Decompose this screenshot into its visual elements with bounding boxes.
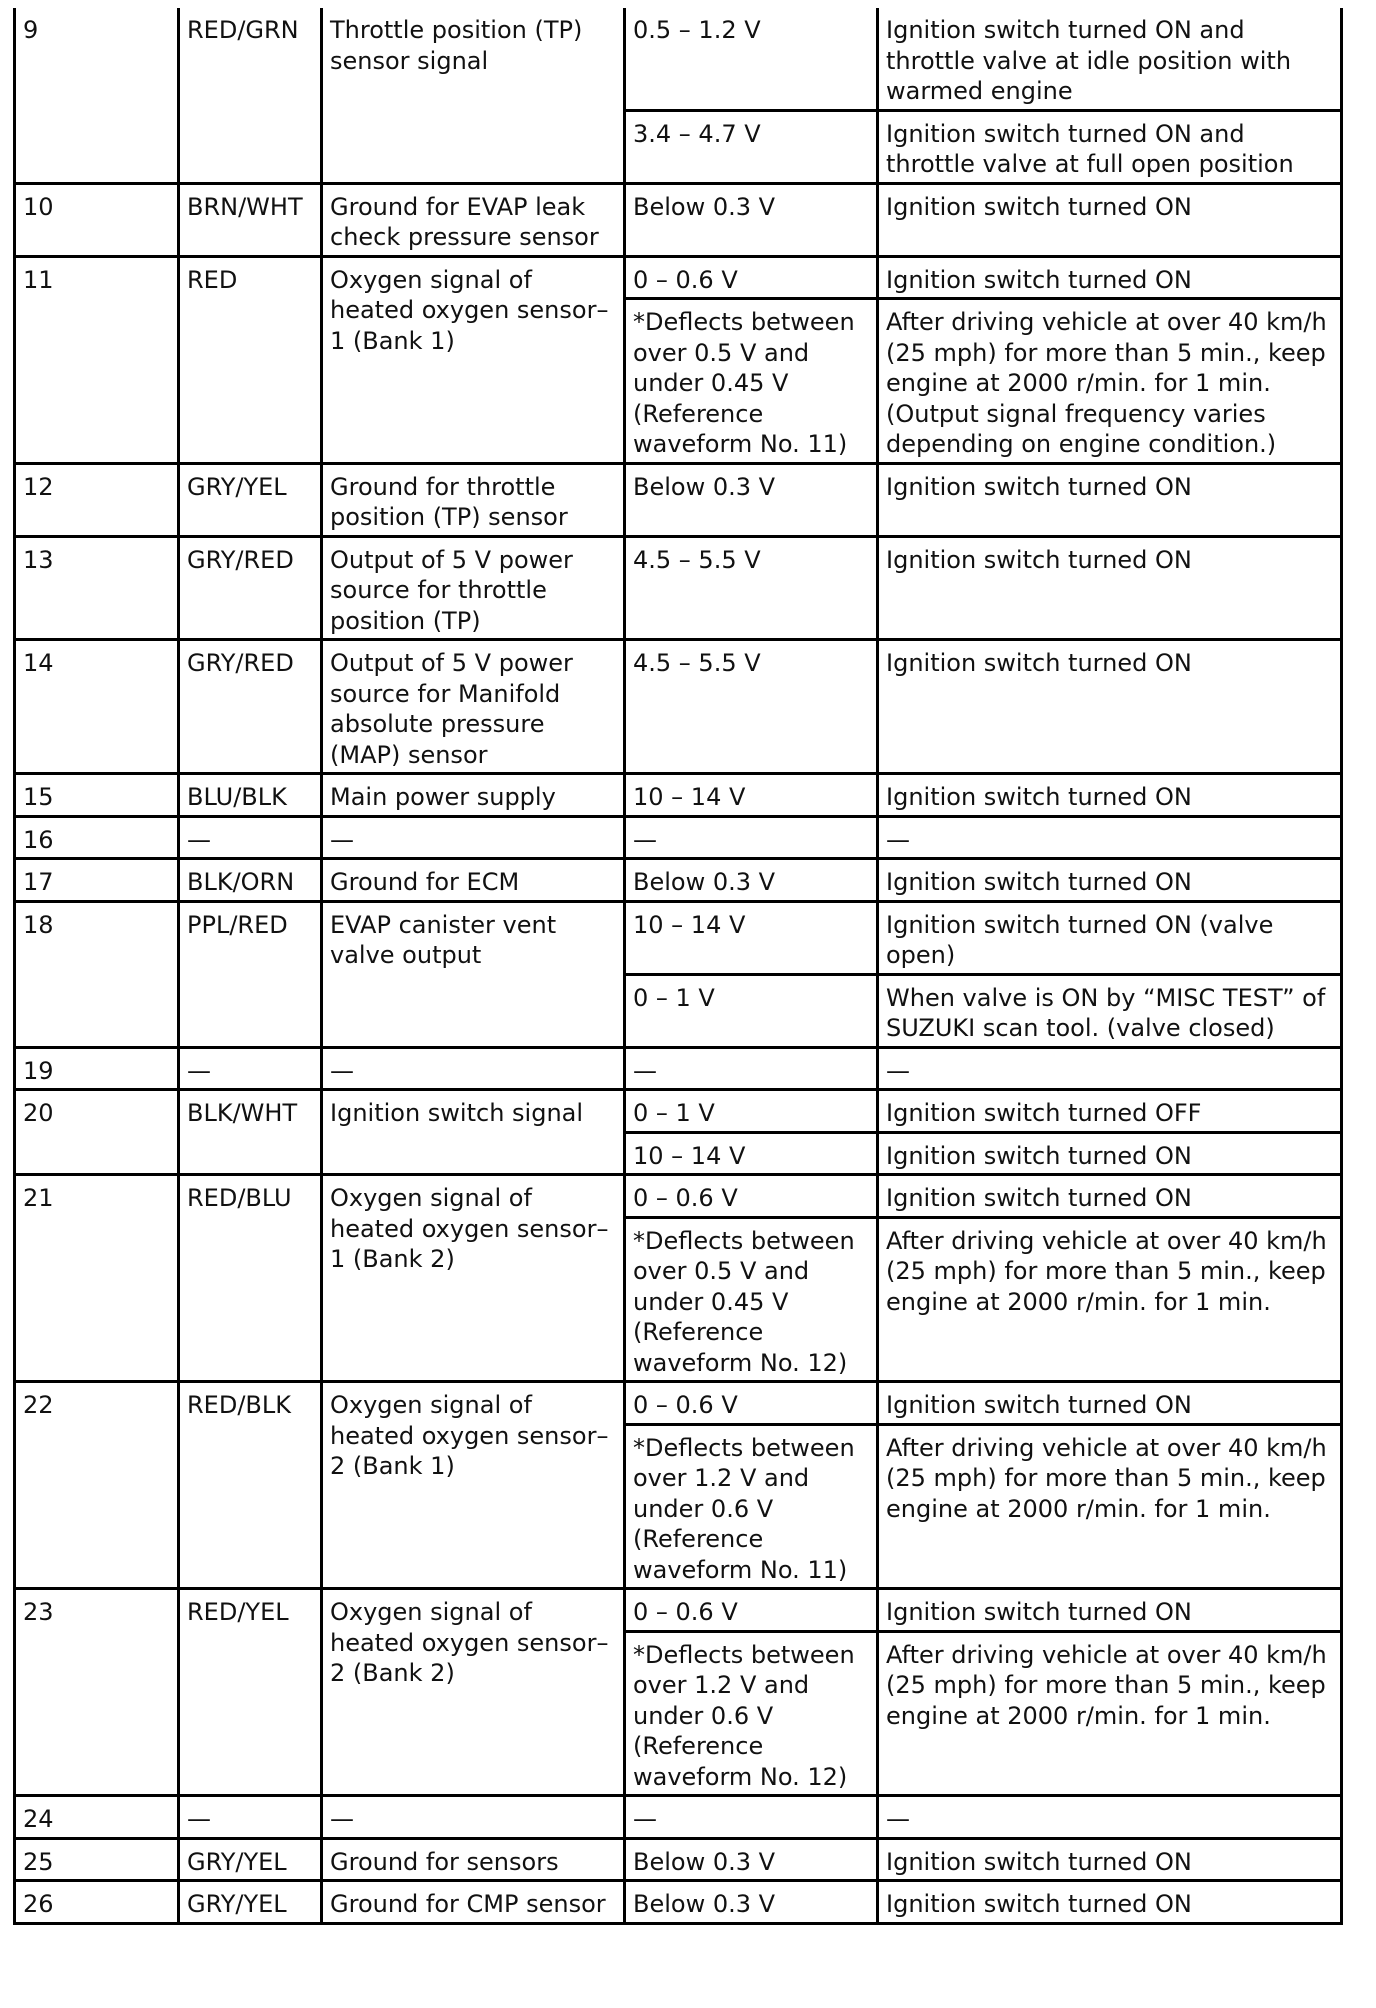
- condition-cell: [878, 1047, 1342, 1090]
- table-row: [15, 859, 1342, 902]
- circuit-name-cell-text: —: [330, 825, 354, 854]
- normal-voltage-cell: [625, 110, 878, 183]
- normal-voltage-cell: [625, 1132, 878, 1175]
- terminal-number-cell-text: 19: [23, 1056, 54, 1085]
- condition-cell: [878, 1175, 1342, 1218]
- table-row: [15, 183, 1342, 256]
- wire-color-cell-text: RED: [187, 265, 238, 294]
- condition-cell: [878, 1631, 1342, 1796]
- normal-voltage-cell: [625, 901, 878, 974]
- condition-cell-text: After driving vehicle at over 40 km/h (25 mph) for more than 5 min., keep engine at 2000 r/min. for 1 min.: [886, 1640, 1327, 1730]
- table-row: [15, 816, 1342, 859]
- normal-voltage-cell: [625, 536, 878, 640]
- circuit-name-cell-text: Throttle position (TP) sensor signal: [330, 16, 583, 75]
- condition-cell-text: Ignition switch turned ON: [886, 1847, 1192, 1876]
- normal-voltage-cell: [625, 640, 878, 774]
- circuit-name-cell-text: Ground for CMP sensor: [330, 1890, 606, 1918]
- condition-cell: [878, 901, 1342, 974]
- normal-voltage-cell: [625, 183, 878, 256]
- terminal-number-cell-text: 24: [23, 1805, 54, 1833]
- condition-cell-text: Ignition switch turned ON: [886, 783, 1192, 811]
- terminal-number-cell-text: 26: [23, 1890, 54, 1918]
- condition-cell: [878, 1881, 1342, 1924]
- wire-color-cell: [179, 1090, 322, 1175]
- condition-cell: [878, 299, 1342, 464]
- condition-cell-text: Ignition switch turned ON (valve open): [886, 910, 1274, 969]
- wire-color-cell: [179, 183, 322, 256]
- condition-cell-text: —: [886, 1056, 910, 1085]
- wire-color-cell-text: GRY/YEL: [187, 1847, 287, 1876]
- wire-color-cell: [179, 774, 322, 817]
- terminal-number-cell: [15, 1382, 179, 1589]
- circuit-name-cell-text: Oxygen signal of heated oxygen sensor–2 (Bank 1): [330, 1391, 609, 1480]
- wire-color-cell: [179, 640, 322, 774]
- normal-voltage-cell: [625, 974, 878, 1047]
- wire-color-cell: [179, 1382, 322, 1589]
- circuit-name-cell-text: Ground for sensors: [330, 1847, 559, 1876]
- normal-voltage-cell-text: *Deflects between over 1.2 V and under 0.6 V (Reference waveform No. 12): [633, 1640, 855, 1791]
- normal-voltage-cell-text: 0 – 0.6 V: [633, 1184, 738, 1212]
- table-body: [15, 8, 1342, 1923]
- wire-color-cell-text: GRY/YEL: [187, 472, 287, 501]
- ecm-terminal-table: [13, 8, 1343, 1925]
- table-row: [15, 8, 1342, 110]
- terminal-number-cell-text: 16: [23, 825, 54, 854]
- normal-voltage-cell-text: 0 – 1 V: [633, 1099, 715, 1127]
- wire-color-cell: [179, 1175, 322, 1382]
- condition-cell: [878, 1838, 1342, 1881]
- terminal-number-cell: [15, 463, 179, 536]
- condition-cell-text: Ignition switch turned ON: [886, 1141, 1192, 1170]
- terminal-number-cell: [15, 1175, 179, 1382]
- normal-voltage-cell-text: Below 0.3 V: [633, 1890, 776, 1918]
- condition-cell: [878, 1132, 1342, 1175]
- normal-voltage-cell: [625, 1796, 878, 1839]
- normal-voltage-cell-text: Below 0.3 V: [633, 472, 776, 501]
- normal-voltage-cell-text: *Deflects between over 0.5 V and under 0.45 V (Reference waveform No. 12): [633, 1226, 855, 1377]
- condition-cell: [878, 536, 1342, 640]
- normal-voltage-cell: [625, 1424, 878, 1589]
- wire-color-cell-text: BLU/BLK: [187, 783, 287, 811]
- normal-voltage-cell: [625, 1175, 878, 1218]
- condition-cell: [878, 774, 1342, 817]
- wire-color-cell-text: RED/YEL: [187, 1598, 289, 1626]
- normal-voltage-cell-text: Below 0.3 V: [633, 1847, 776, 1876]
- condition-cell-text: —: [886, 825, 910, 854]
- terminal-number-cell: [15, 536, 179, 640]
- condition-cell-text: Ignition switch turned ON: [886, 1184, 1192, 1212]
- normal-voltage-cell-text: 10 – 14 V: [633, 910, 746, 939]
- terminal-number-cell: [15, 774, 179, 817]
- circuit-name-cell-text: EVAP canister vent valve output: [330, 910, 557, 969]
- table-row: [15, 901, 1342, 974]
- normal-voltage-cell: [625, 1090, 878, 1133]
- terminal-number-cell: [15, 1838, 179, 1881]
- wire-color-cell-text: PPL/RED: [187, 910, 288, 939]
- circuit-name-cell-text: Oxygen signal of heated oxygen sensor–1 (Bank 1): [330, 265, 609, 355]
- normal-voltage-cell: [625, 1881, 878, 1924]
- circuit-name-cell: [322, 536, 625, 640]
- circuit-name-cell: [322, 183, 625, 256]
- table-row: [15, 1090, 1342, 1133]
- condition-cell-text: After driving vehicle at over 40 km/h (25 mph) for more than 5 min., keep engine at 2000 r/min. for 1 min.: [886, 1226, 1327, 1316]
- wire-color-cell: [179, 1838, 322, 1881]
- terminal-number-cell: [15, 1090, 179, 1175]
- terminal-number-cell: [15, 816, 179, 859]
- circuit-name-cell: [322, 1881, 625, 1924]
- circuit-name-cell: [322, 816, 625, 859]
- wire-color-cell: [179, 1047, 322, 1090]
- terminal-number-cell: [15, 859, 179, 902]
- terminal-number-cell-text: 12: [23, 472, 54, 501]
- table-row: [15, 640, 1342, 774]
- normal-voltage-cell-text: —: [633, 1805, 657, 1833]
- table-row: [15, 1047, 1342, 1090]
- normal-voltage-cell-text: 10 – 14 V: [633, 783, 746, 811]
- circuit-name-cell: [322, 1175, 625, 1382]
- circuit-name-cell: [322, 640, 625, 774]
- wire-color-cell-text: —: [187, 1056, 211, 1085]
- circuit-name-cell: [322, 1090, 625, 1175]
- condition-cell: [878, 1090, 1342, 1133]
- condition-cell-text: Ignition switch turned ON: [886, 192, 1192, 221]
- normal-voltage-cell: [625, 1838, 878, 1881]
- condition-cell: [878, 110, 1342, 183]
- normal-voltage-cell-text: 0.5 – 1.2 V: [633, 16, 761, 44]
- wire-color-cell: [179, 816, 322, 859]
- terminal-number-cell: [15, 183, 179, 256]
- circuit-name-cell: [322, 1589, 625, 1796]
- normal-voltage-cell: [625, 1217, 878, 1382]
- circuit-name-cell: [322, 859, 625, 902]
- wire-color-cell-text: BRN/WHT: [187, 192, 303, 221]
- wire-color-cell-text: RED/BLU: [187, 1184, 292, 1212]
- wire-color-cell-text: GRY/RED: [187, 649, 294, 677]
- terminal-number-cell-text: 17: [23, 868, 54, 896]
- circuit-name-cell-text: Ground for EVAP leak check pressure sensor: [330, 192, 599, 251]
- wire-color-cell: [179, 256, 322, 463]
- wire-color-cell-text: BLK/ORN: [187, 868, 295, 896]
- circuit-name-cell-text: Main power supply: [330, 783, 556, 811]
- normal-voltage-cell: [625, 463, 878, 536]
- condition-cell: [878, 1424, 1342, 1589]
- condition-cell-text: After driving vehicle at over 40 km/h (25 mph) for more than 5 min., keep engine at 2000 r/min. for 1 min.: [886, 1433, 1327, 1523]
- wire-color-cell: [179, 1796, 322, 1839]
- circuit-name-cell: [322, 1047, 625, 1090]
- condition-cell: [878, 183, 1342, 256]
- circuit-name-cell-text: —: [330, 1805, 354, 1833]
- circuit-name-cell: [322, 1382, 625, 1589]
- circuit-name-cell: [322, 463, 625, 536]
- circuit-name-cell-text: Ground for ECM: [330, 868, 520, 896]
- condition-cell: [878, 974, 1342, 1047]
- normal-voltage-cell-text: 4.5 – 5.5 V: [633, 545, 761, 574]
- normal-voltage-cell-text: 0 – 0.6 V: [633, 265, 738, 294]
- ecm-terminal-table-page: [13, 8, 1340, 1925]
- circuit-name-cell: [322, 901, 625, 1047]
- condition-cell-text: Ignition switch turned ON: [886, 265, 1192, 294]
- terminal-number-cell-text: 20: [23, 1099, 54, 1127]
- wire-color-cell-text: GRY/RED: [187, 545, 294, 574]
- condition-cell-text: Ignition switch turned OFF: [886, 1099, 1202, 1127]
- condition-cell: [878, 1382, 1342, 1425]
- normal-voltage-cell-text: *Deflects between over 1.2 V and under 0.6 V (Reference waveform No. 11): [633, 1433, 855, 1584]
- terminal-number-cell-text: 10: [23, 192, 54, 221]
- wire-color-cell: [179, 859, 322, 902]
- normal-voltage-cell-text: 0 – 0.6 V: [633, 1391, 738, 1419]
- terminal-number-cell-text: 25: [23, 1847, 54, 1876]
- table-row: [15, 1881, 1342, 1924]
- table-row: [15, 774, 1342, 817]
- circuit-name-cell-text: —: [330, 1056, 354, 1085]
- condition-cell-text: Ignition switch turned ON: [886, 868, 1192, 896]
- normal-voltage-cell: [625, 256, 878, 299]
- table-row: [15, 463, 1342, 536]
- wire-color-cell: [179, 8, 322, 183]
- terminal-number-cell-text: 14: [23, 649, 54, 677]
- wire-color-cell-text: BLK/WHT: [187, 1099, 298, 1127]
- normal-voltage-cell-text: —: [633, 825, 657, 854]
- normal-voltage-cell-text: Below 0.3 V: [633, 868, 776, 896]
- terminal-number-cell: [15, 8, 179, 183]
- terminal-number-cell: [15, 1589, 179, 1796]
- condition-cell-text: After driving vehicle at over 40 km/h (25 mph) for more than 5 min., keep engine at 2000 r/min. for 1 min. (Output signal frequency varies depending on engine condition.): [886, 308, 1327, 458]
- normal-voltage-cell: [625, 816, 878, 859]
- condition-cell-text: —: [886, 1805, 910, 1833]
- normal-voltage-cell: [625, 859, 878, 902]
- condition-cell-text: When valve is ON by “MISC TEST” of SUZUKI scan tool. (valve closed): [886, 983, 1326, 1042]
- condition-cell-text: Ignition switch turned ON: [886, 545, 1192, 574]
- wire-color-cell-text: RED/GRN: [187, 16, 299, 44]
- normal-voltage-cell-text: Below 0.3 V: [633, 192, 776, 221]
- terminal-number-cell: [15, 1047, 179, 1090]
- condition-cell-text: Ignition switch turned ON: [886, 1890, 1192, 1918]
- table-row: [15, 1796, 1342, 1839]
- circuit-name-cell-text: Ground for throttle position (TP) sensor: [330, 472, 568, 531]
- wire-color-cell-text: —: [187, 825, 211, 854]
- circuit-name-cell: [322, 1838, 625, 1881]
- condition-cell-text: Ignition switch turned ON: [886, 1598, 1192, 1626]
- table-row: [15, 536, 1342, 640]
- normal-voltage-cell: [625, 1589, 878, 1632]
- table-row: [15, 1838, 1342, 1881]
- condition-cell: [878, 640, 1342, 774]
- normal-voltage-cell: [625, 8, 878, 110]
- condition-cell: [878, 8, 1342, 110]
- normal-voltage-cell-text: —: [633, 1056, 657, 1085]
- wire-color-cell: [179, 901, 322, 1047]
- circuit-name-cell-text: Oxygen signal of heated oxygen sensor–2 (Bank 2): [330, 1598, 609, 1687]
- circuit-name-cell-text: Ignition switch signal: [330, 1099, 584, 1127]
- condition-cell-text: Ignition switch turned ON and throttle valve at full open position: [886, 119, 1294, 178]
- circuit-name-cell-text: Output of 5 V power source for throttle position (TP): [330, 545, 573, 635]
- condition-cell: [878, 859, 1342, 902]
- normal-voltage-cell: [625, 1047, 878, 1090]
- terminal-number-cell-text: 21: [23, 1184, 54, 1212]
- terminal-number-cell-text: 15: [23, 783, 54, 811]
- normal-voltage-cell-text: 0 – 1 V: [633, 983, 715, 1012]
- wire-color-cell: [179, 536, 322, 640]
- normal-voltage-cell: [625, 774, 878, 817]
- normal-voltage-cell: [625, 1631, 878, 1796]
- terminal-number-cell-text: 13: [23, 545, 54, 574]
- terminal-number-cell: [15, 256, 179, 463]
- circuit-name-cell: [322, 8, 625, 183]
- condition-cell-text: Ignition switch turned ON and throttle valve at idle position with warmed engine: [886, 16, 1292, 105]
- normal-voltage-cell-text: 3.4 – 4.7 V: [633, 119, 761, 148]
- condition-cell: [878, 1796, 1342, 1839]
- terminal-number-cell-text: 9: [23, 16, 39, 44]
- terminal-number-cell: [15, 640, 179, 774]
- normal-voltage-cell: [625, 299, 878, 464]
- table-row: [15, 1175, 1342, 1218]
- wire-color-cell: [179, 1881, 322, 1924]
- condition-cell-text: Ignition switch turned ON: [886, 1391, 1192, 1419]
- wire-color-cell-text: RED/BLK: [187, 1391, 291, 1419]
- condition-cell: [878, 816, 1342, 859]
- condition-cell: [878, 256, 1342, 299]
- condition-cell: [878, 1217, 1342, 1382]
- circuit-name-cell-text: Oxygen signal of heated oxygen sensor–1 (Bank 2): [330, 1184, 609, 1273]
- table-row: [15, 1382, 1342, 1425]
- table-row: [15, 256, 1342, 299]
- terminal-number-cell-text: 23: [23, 1598, 54, 1626]
- circuit-name-cell: [322, 256, 625, 463]
- normal-voltage-cell-text: 10 – 14 V: [633, 1141, 746, 1170]
- terminal-number-cell-text: 22: [23, 1391, 54, 1419]
- terminal-number-cell: [15, 1796, 179, 1839]
- wire-color-cell-text: GRY/YEL: [187, 1890, 287, 1918]
- terminal-number-cell-text: 11: [23, 265, 54, 294]
- condition-cell-text: Ignition switch turned ON: [886, 649, 1192, 677]
- terminal-number-cell: [15, 901, 179, 1047]
- wire-color-cell-text: —: [187, 1805, 211, 1833]
- table-row: [15, 1589, 1342, 1632]
- wire-color-cell: [179, 1589, 322, 1796]
- condition-cell-text: Ignition switch turned ON: [886, 472, 1192, 501]
- normal-voltage-cell-text: 4.5 – 5.5 V: [633, 649, 761, 677]
- terminal-number-cell: [15, 1881, 179, 1924]
- condition-cell: [878, 463, 1342, 536]
- terminal-number-cell-text: 18: [23, 910, 54, 939]
- circuit-name-cell: [322, 1796, 625, 1839]
- normal-voltage-cell: [625, 1382, 878, 1425]
- normal-voltage-cell-text: *Deflects between over 0.5 V and under 0.45 V (Reference waveform No. 11): [633, 308, 855, 458]
- circuit-name-cell-text: Output of 5 V power source for Manifold absolute pressure (MAP) sensor: [330, 649, 573, 769]
- wire-color-cell: [179, 463, 322, 536]
- condition-cell: [878, 1589, 1342, 1632]
- circuit-name-cell: [322, 774, 625, 817]
- normal-voltage-cell-text: 0 – 0.6 V: [633, 1598, 738, 1626]
